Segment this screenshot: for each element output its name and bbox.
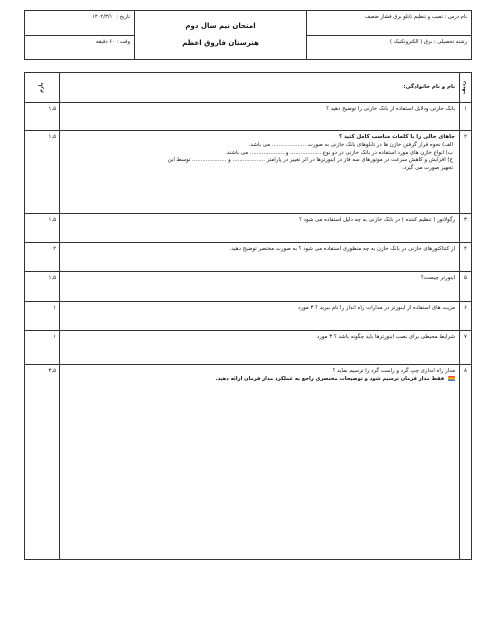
question-title: جاهای خالی را با کلمات مناسب کامل کنید ؟ <box>338 134 455 140</box>
question-row <box>25 103 472 131</box>
question-number: ۸ <box>460 365 472 560</box>
question-row <box>25 131 472 214</box>
question-score: ۱ <box>25 331 60 365</box>
question-number: ۱ <box>460 103 472 131</box>
question-text: از کنتاکتورهای خازنی در بانک خازن به چه منظوری استفاده می شود ؟ به صورت مختصر توضیح دهید. <box>60 243 460 272</box>
question-text: بانک خازنی ودلایل استفاده از بانک خازنی را توضیح دهید ؟ <box>60 103 460 131</box>
question-number: ۷ <box>460 331 472 365</box>
question-note: فقط مدار فرمان ترسیم شود و توضیحات مختصری راجع به عملکرد مدار فرمان ارائه دهید. <box>64 376 455 384</box>
date-value: ۱۴۰۲/۳/۱ <box>92 14 113 20</box>
course-name: نام درس : نصب و تنظیم تابلو برق فشار ضعیف <box>364 14 467 20</box>
field-name: رشته تحصیلی : برق ( الکتروتکنیک ) <box>307 35 471 60</box>
exam-title-block <box>135 11 306 59</box>
question-row <box>25 302 472 331</box>
score-header: بارم <box>25 73 60 103</box>
pencil-box-icon <box>448 376 455 381</box>
course-info <box>306 11 471 59</box>
question-text: مدار راه اندازی چپ گرد و راست گرد را ترسیم نماید ؟ فقط مدار فرمان ترسیم شود و توضیحات مختصری راجع به عملکرد مدار فرمان ارائه دهید. <box>60 365 460 560</box>
question-score: ۱ <box>25 302 60 331</box>
question-row <box>25 214 472 243</box>
date-time-info <box>25 11 135 59</box>
question-row <box>25 365 472 560</box>
question-number: ۶ <box>460 302 472 331</box>
question-number: ۲ <box>460 131 472 214</box>
blank-c: ج) افزایش و کاهش سرعت در موتورهای سه فاز در اینورترها در اثر تغییر در پارامتر ................... و .................... توسط این <box>167 157 453 164</box>
question-score: ۱,۵ <box>25 272 60 302</box>
blank-a: الف) نحوه قرار گرفتن خازن ها در تابلوهای بانک خازنی به صورت .................... می باشد. <box>248 141 453 148</box>
question-score: ۱,۵ <box>25 103 60 131</box>
question-row <box>25 272 472 302</box>
question-text: اینورتر چیست؟ <box>60 272 460 302</box>
question-text: مزیت های استفاده از اینورتر در مدارات راه انداز را نام ببرید ؟ ۳ مورد <box>60 302 460 331</box>
question-number: ۳ <box>460 214 472 243</box>
question-number: ۵ <box>460 272 472 302</box>
school-name: هنرستان فاروق اعظم <box>182 39 259 47</box>
row-number-header: ردیف <box>460 73 472 103</box>
exam-title: امتحان نیم سال دوم <box>185 22 256 31</box>
question-row <box>25 331 472 365</box>
question-score: ۱,۵ <box>25 131 60 214</box>
question-text: رگولاتور ( تنظیم کننده ) در بانک خازنی به چه دلیل استفاده می شود ؟ <box>60 214 460 243</box>
questions-table <box>24 72 472 560</box>
table-header-row <box>25 73 472 103</box>
exam-date <box>25 11 134 35</box>
exam-duration: وقت : ۶۰ دقیقه <box>25 35 134 60</box>
question-text <box>60 131 460 214</box>
date-label: تاریخ : <box>116 14 130 20</box>
question-score: ۱,۵ <box>25 214 60 243</box>
question-score: ۲ <box>25 243 60 272</box>
question-text: شرایط محیطی برای نصب اینورترها باید چگونه باشد ؟ ۳ مورد <box>60 331 460 365</box>
question-number: ۴ <box>460 243 472 272</box>
blank-c-continued: تجهیز صورت می گیرد. <box>402 165 453 172</box>
blank-b: ب) انواع خازن های مورد استفاده در بانک خازنی در دو نوع .................. و .................... می باشند. <box>225 149 453 156</box>
student-name-field: نام و نام خانوادگی: <box>60 73 460 103</box>
question-score: ۳,۵ <box>25 365 60 560</box>
question-row <box>25 243 472 272</box>
exam-header <box>24 10 472 60</box>
